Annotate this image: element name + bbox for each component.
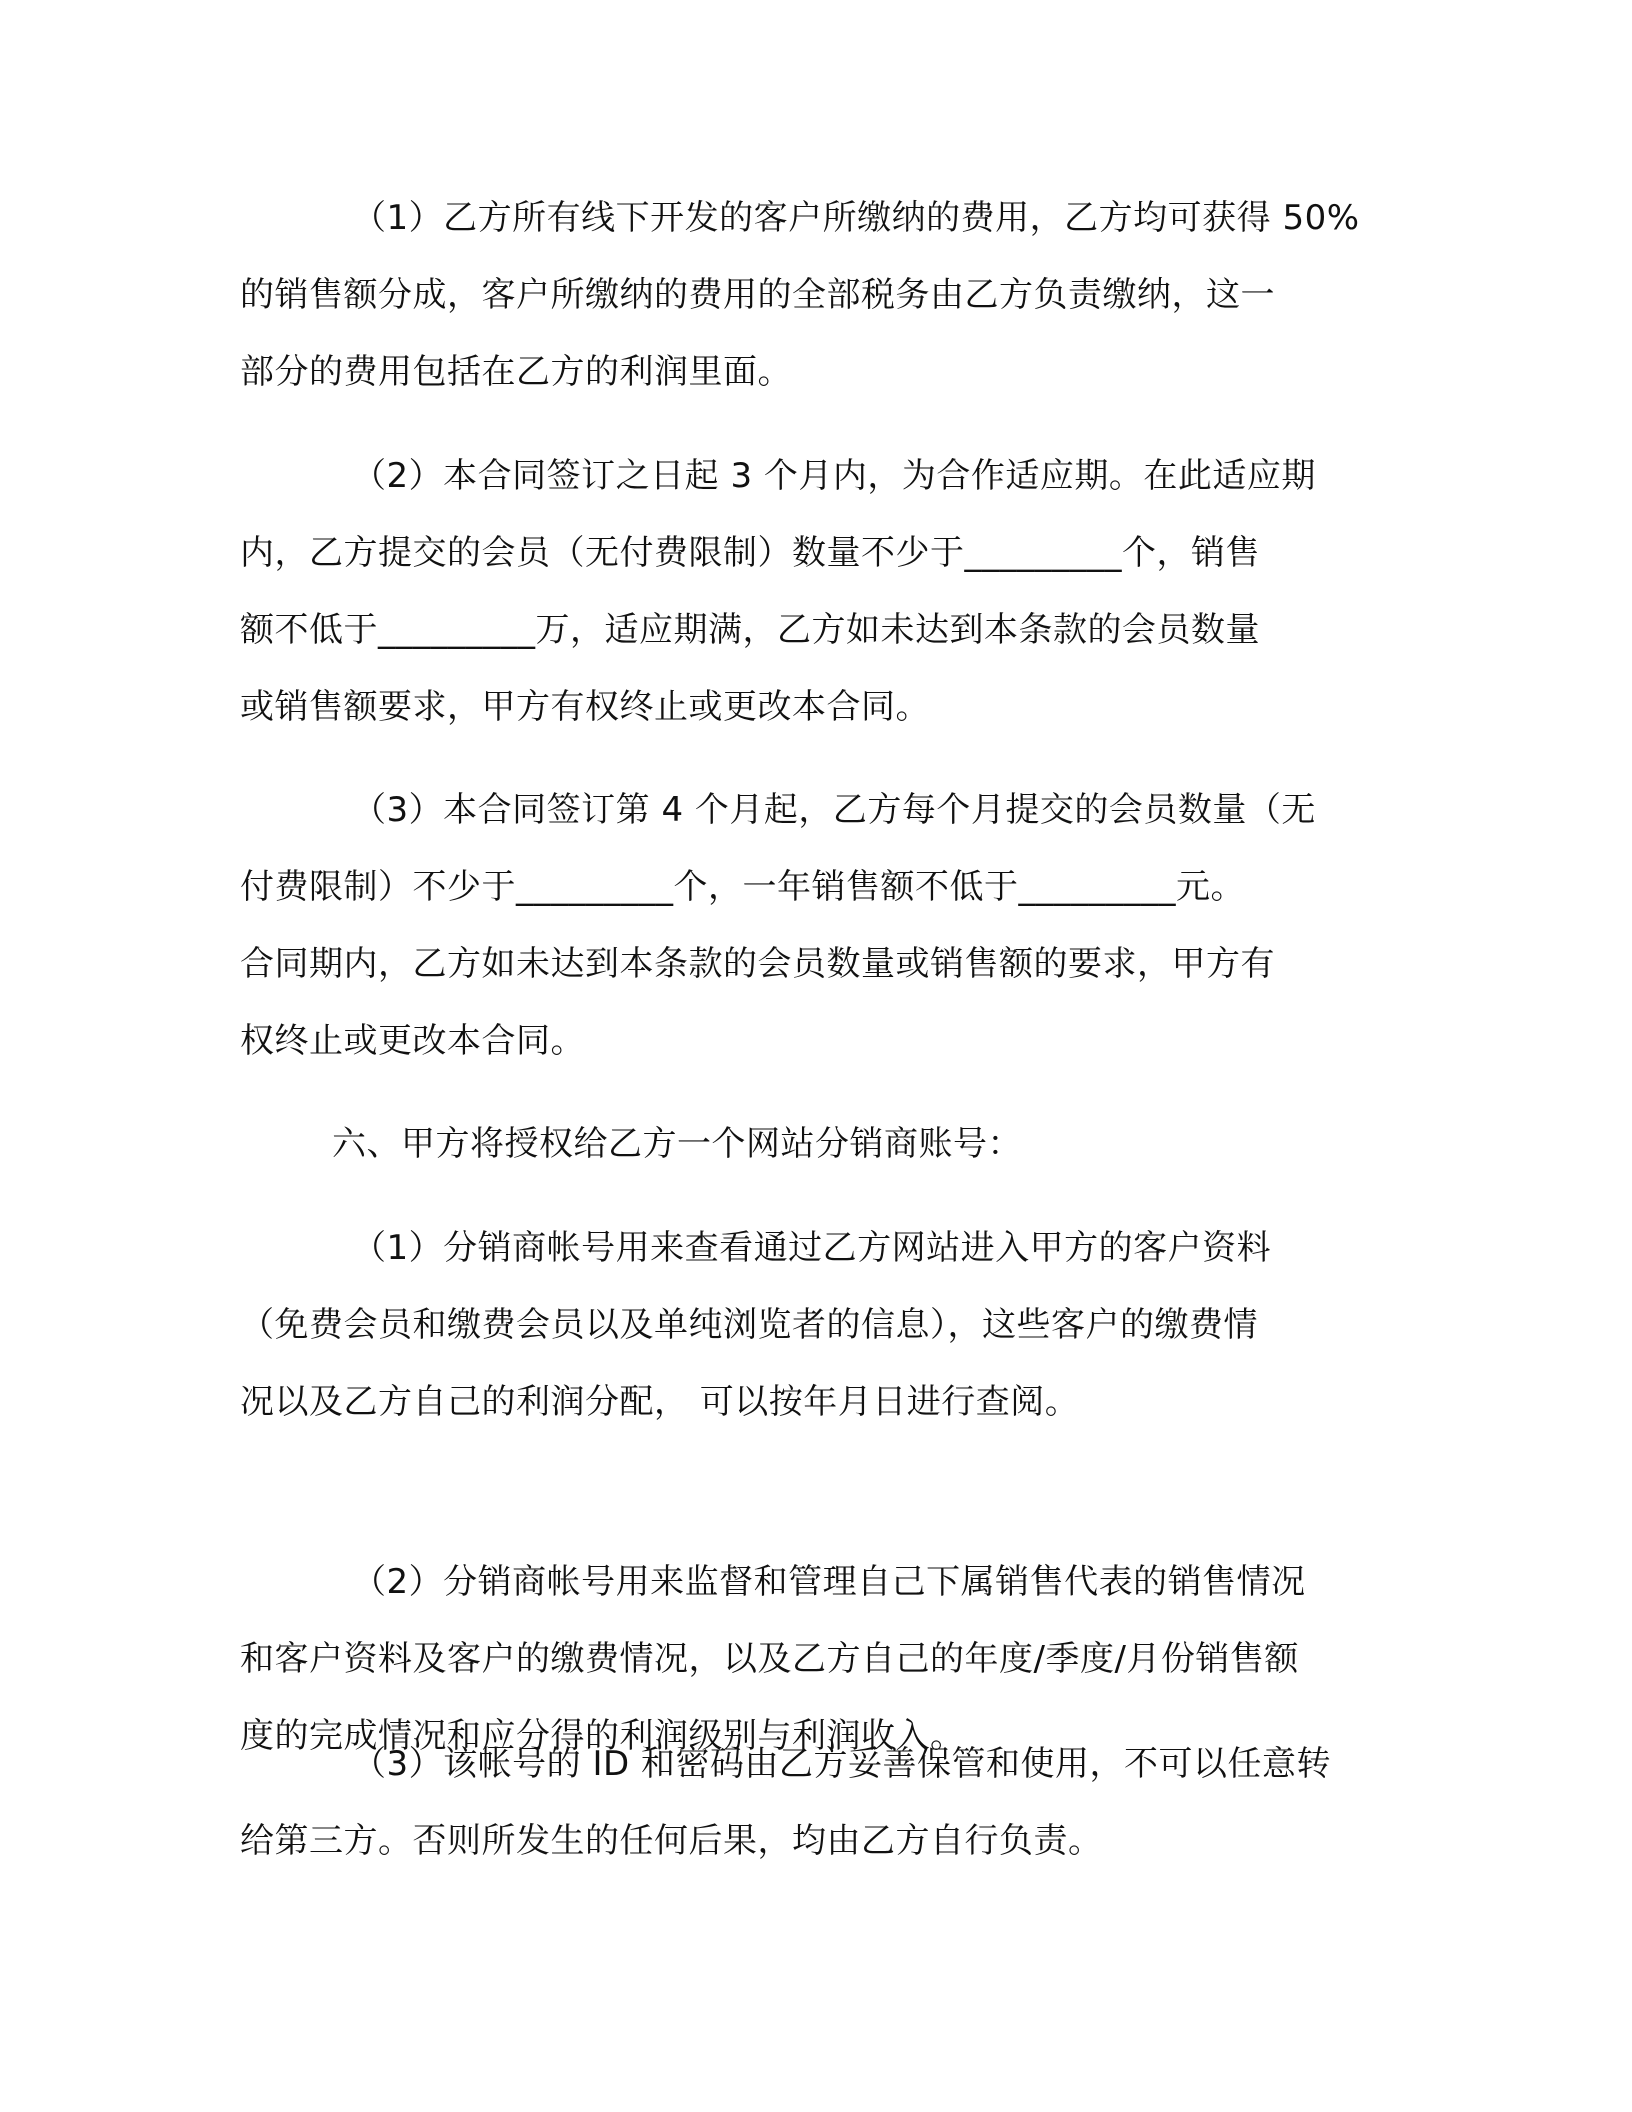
- clause-3-line-1: （3）本合同签订第 4 个月起，乙方每个月提交的会员数量（无: [352, 790, 1316, 830]
- section-6-item-1-line-2: （免费会员和缴费会员以及单纯浏览者的信息），这些客户的缴费情: [240, 1305, 1258, 1345]
- section-6-heading: [240, 1106, 1022, 1183]
- clause-3-paragraph: [240, 772, 1316, 1080]
- clause-3-line-2: 付费限制）不少于_________个，一年销售额不低于_________元。: [240, 867, 1245, 907]
- clause-1-line-3: 部分的费用包括在乙方的利润里面。: [240, 352, 792, 392]
- clause-3-line-4: 权终止或更改本合同。: [240, 1021, 585, 1061]
- clause-1-paragraph: [240, 180, 1360, 411]
- section-6-item-3-line-2: 给第三方。否则所发生的任何后果，均由乙方自行负责。: [240, 1821, 1103, 1861]
- clause-2-line-3: 额不低于_________万，适应期满，乙方如未达到本条款的会员数量: [240, 610, 1260, 650]
- section-6-item-1-line-1: （1）分销商帐号用来查看通过乙方网站进入甲方的客户资料: [352, 1228, 1272, 1268]
- section-6-item-2-line-3: 度的完成情况和应分得的利润级别与利润收入。: [240, 1716, 965, 1756]
- section-6-item-1-paragraph: [240, 1210, 1271, 1441]
- section-6-item-1-line-3: 况以及乙方自己的利润分配， 可以按年月日进行查阅。: [240, 1382, 1080, 1422]
- clause-2-line-4: 或销售额要求，甲方有权终止或更改本合同。: [240, 687, 930, 727]
- section-6-item-2-line-2: 和客户资料及客户的缴费情况，以及乙方自己的年度/季度/月份销售额: [240, 1639, 1299, 1679]
- clause-2-line-2: 内，乙方提交的会员（无付费限制）数量不少于_________个，销售: [240, 533, 1260, 573]
- section-6-heading-text: 六、甲方将授权给乙方一个网站分销商账号：: [332, 1124, 1022, 1164]
- section-6-item-3-paragraph: [240, 1726, 1331, 1880]
- section-6-item-2-line-1: （2）分销商帐号用来监督和管理自己下属销售代表的销售情况: [352, 1562, 1306, 1602]
- clause-2-line-1: （2）本合同签订之日起 3 个月内，为合作适应期。在此适应期: [352, 456, 1316, 496]
- section-6-item-3-line-1: （3）该帐号的 ID 和密码由乙方妥善保管和使用，不可以任意转: [352, 1744, 1331, 1784]
- clause-1-line-2: 的销售额分成，客户所缴纳的费用的全部税务由乙方负责缴纳，这一: [240, 275, 1275, 315]
- clause-3-line-3: 合同期内，乙方如未达到本条款的会员数量或销售额的要求，甲方有: [240, 944, 1275, 984]
- clause-2-paragraph: [240, 438, 1316, 746]
- clause-1-line-1: （1）乙方所有线下开发的客户所缴纳的费用，乙方均可获得 50%: [352, 198, 1360, 238]
